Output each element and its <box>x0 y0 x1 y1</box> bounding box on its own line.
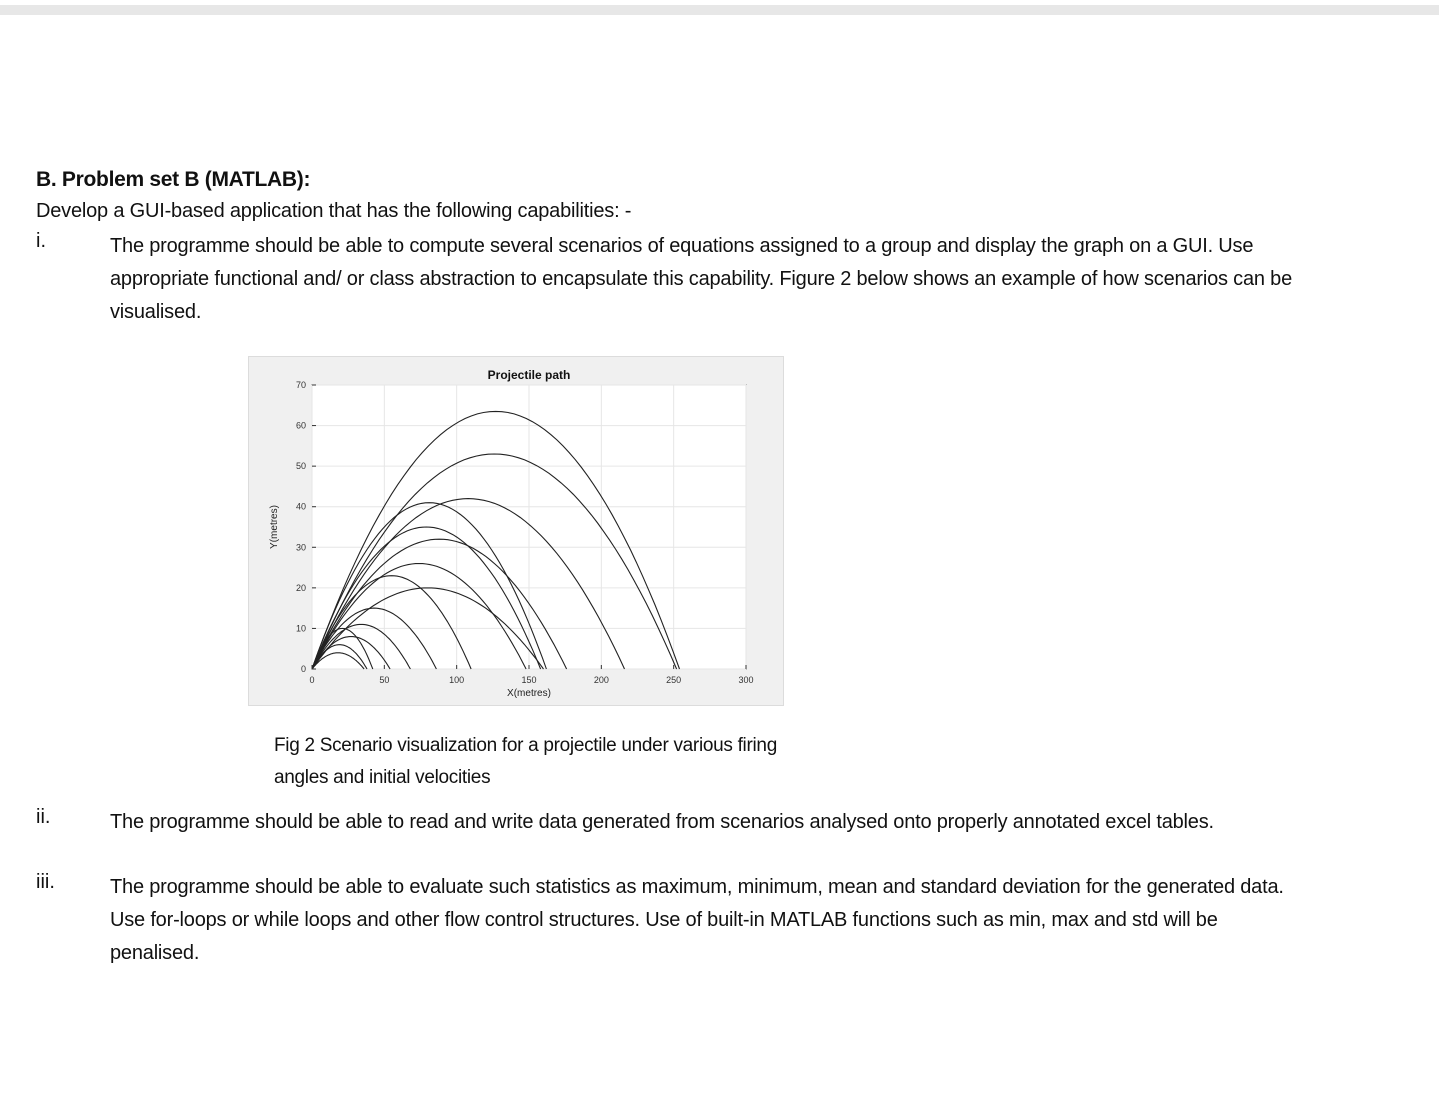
chart-canvas <box>249 357 785 707</box>
list-item-text: The programme should be able to compute several scenarios of equations assigned to a group and display the graph on a GUI. Use appropriate functional and/ or class abstraction to encapsulate this capability. Figure 2 below shows an example of how scenarios can be visualised. <box>110 235 1293 323</box>
list-marker: ii. <box>36 806 51 828</box>
x-tick-label: 50 <box>379 675 390 685</box>
list-item-text: The programme should be able to evaluate such statistics as maximum, minimum, mean and standard deviation for the generated data. Use for-loops or while loops and other flow control structures. Use of built-in MATLAB functions such as min, max and std will be penalised. <box>110 876 1284 964</box>
x-tick-label: 300 <box>738 675 754 685</box>
top-toolbar-strip <box>0 5 1439 15</box>
figure-caption: Fig 2 Scenario visualization for a projectile under various firing angles and initial velocities <box>274 735 777 788</box>
x-tick-label: 100 <box>449 675 465 685</box>
intro-paragraph: Develop a GUI-based application that has the following capabilities: - <box>36 200 632 222</box>
y-tick-label: 50 <box>295 461 306 472</box>
x-tick-label: 150 <box>521 675 537 685</box>
y-tick-label: 30 <box>295 542 306 553</box>
figure-projectile-chart <box>248 356 784 706</box>
section-heading: B. Problem set B (MATLAB): <box>36 168 311 191</box>
x-tick-label: 200 <box>593 675 609 685</box>
x-tick-label: 0 <box>309 675 315 685</box>
chart-title: Projectile path <box>487 368 571 382</box>
y-axis-label: Y(metres) <box>269 505 280 549</box>
y-tick-label: 20 <box>295 582 306 593</box>
y-tick-label: 70 <box>295 380 306 390</box>
y-tick-label: 40 <box>295 501 306 512</box>
y-tick-label: 60 <box>295 420 306 431</box>
y-tick-label: 0 <box>300 664 306 674</box>
x-axis-label: X(metres) <box>507 688 551 699</box>
list-marker: i. <box>36 230 46 252</box>
list-marker: iii. <box>36 871 55 893</box>
x-tick-label: 250 <box>666 675 682 685</box>
y-tick-label: 10 <box>295 623 306 634</box>
list-item-text: The programme should be able to read and write data generated from scenarios analysed onto properly annotated excel tables. <box>110 811 1214 833</box>
